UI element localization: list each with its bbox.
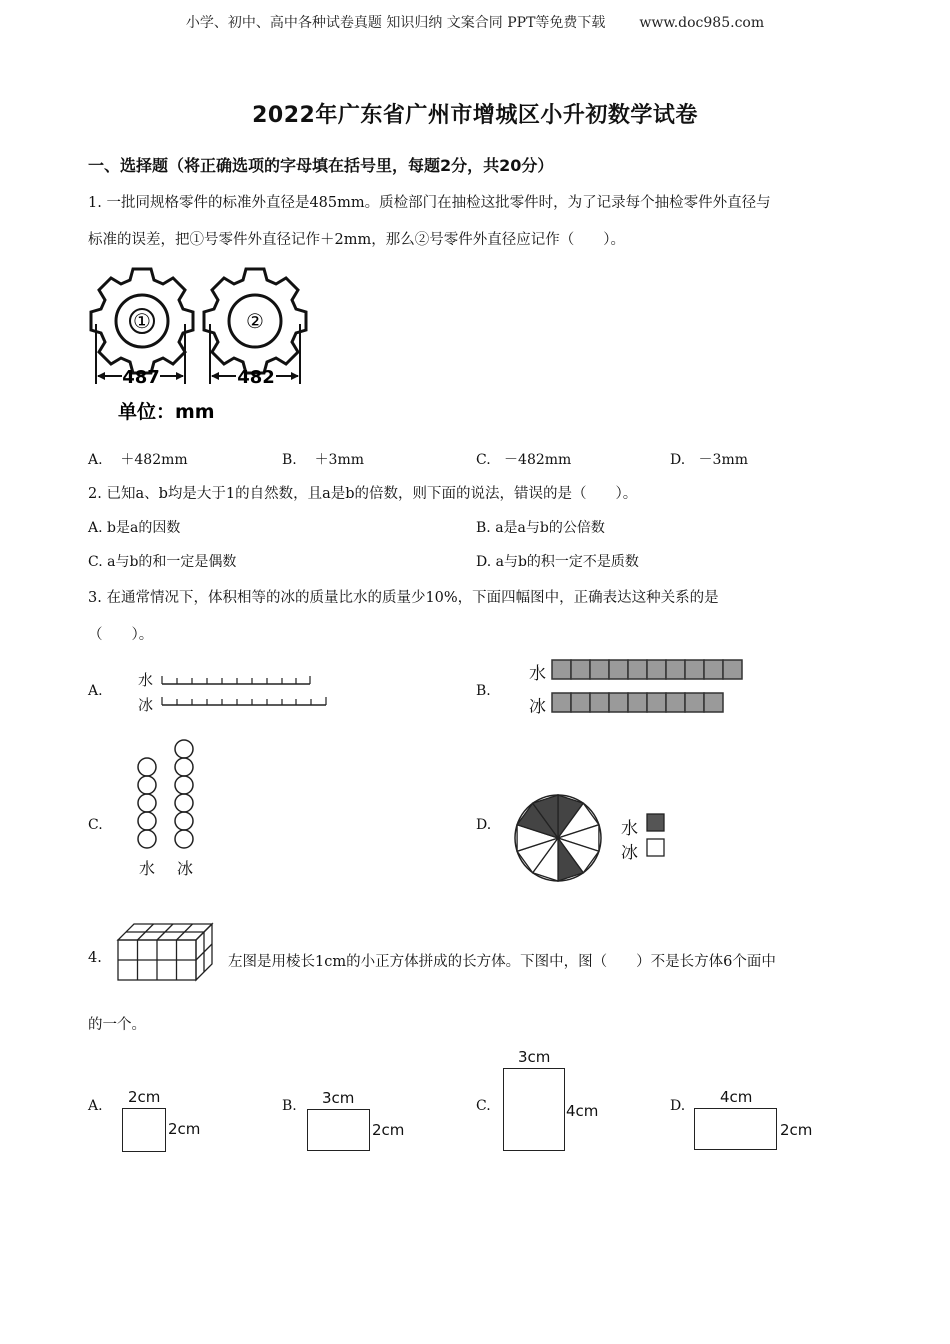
q4a-side-label: 2cm <box>168 1120 201 1138</box>
q3d-legend-swatches <box>645 812 667 860</box>
q4c-rectangle <box>503 1068 565 1151</box>
q3d-ice-label: 冰 <box>621 843 638 863</box>
q4d-rectangle <box>694 1108 777 1150</box>
q4-option-c[interactable]: C. <box>476 1098 491 1114</box>
q2-line1: 2. 已知a、b均是大于1的自然数，且a是b的倍数，则下面的说法，错误的是（ ）。 <box>88 486 638 502</box>
q3b-ice-label: 冰 <box>529 697 546 717</box>
q3-line2: （ ）。 <box>88 627 154 643</box>
q4b-rectangle <box>307 1109 370 1151</box>
q3c-ice-label: 冰 <box>177 859 194 878</box>
q1-line1: 1. 一批同规格零件的标准外直径是485mm。质检部门在抽检这批零件时，为了记录每个抽检零件外直径与 <box>88 195 771 211</box>
header-site[interactable]: www.doc985.com <box>639 15 765 31</box>
q3a-ice-label: 冰 <box>138 696 154 714</box>
q3b-water-label: 水 <box>529 664 546 684</box>
q4d-side-label: 2cm <box>780 1121 813 1139</box>
q1-option-c[interactable]: C. －482mm <box>476 452 572 468</box>
q1-gears-figure <box>88 262 318 432</box>
q3-option-c[interactable]: C. <box>88 817 103 833</box>
q1-option-d[interactable]: D. －3mm <box>670 452 749 468</box>
page-title: 2022年广东省广州市增城区小升初数学试卷 <box>252 103 698 128</box>
q4b-top-label: 3cm <box>322 1089 355 1107</box>
q2-option-d[interactable]: D. a与b的积一定不是质数 <box>476 554 639 570</box>
q4-line2: 的一个。 <box>88 1017 146 1033</box>
q3a-line-diagram <box>160 672 332 712</box>
q3b-bar-diagram <box>550 658 744 716</box>
q3d-pie-diagram <box>512 792 604 884</box>
gear-2-label: ② <box>246 309 264 333</box>
q4-line1: 左图是用棱长1cm的小正方体拼成的长方体。下图中，图（ ）不是长方体6个面中 <box>228 954 776 970</box>
page-header <box>0 12 950 32</box>
dim-482: 482 <box>237 367 275 388</box>
q3a-water-label: 水 <box>138 671 154 689</box>
q3-option-b[interactable]: B. <box>476 683 491 699</box>
q4d-top-label: 4cm <box>720 1088 753 1106</box>
q3-option-d[interactable]: D. <box>476 817 492 833</box>
q4-option-d[interactable]: D. <box>670 1098 686 1114</box>
q4c-top-label: 3cm <box>518 1048 551 1066</box>
q3d-water-label: 水 <box>621 819 638 839</box>
gear-1-label: ① <box>133 309 151 333</box>
q2-option-c[interactable]: C. a与b的和一定是偶数 <box>88 554 237 570</box>
q4a-top-label: 2cm <box>128 1088 161 1106</box>
q4b-side-label: 2cm <box>372 1121 405 1139</box>
q4-option-b[interactable]: B. <box>282 1098 297 1114</box>
q3c-circle-diagram <box>134 738 198 858</box>
gear-1-icon <box>91 269 193 373</box>
header-text: 小学、初中、高中各种试卷真题 知识归纳 文案合同 PPT等免费下载 <box>185 15 606 31</box>
q4a-square <box>122 1108 166 1152</box>
q3c-water-label: 水 <box>139 859 156 878</box>
q4-cuboid-figure <box>116 920 218 982</box>
q4-number: 4. <box>88 950 102 966</box>
section-heading: 一、选择题（将正确选项的字母填在括号里，每题2分，共20分） <box>88 156 554 175</box>
unit-label: 单位：mm <box>118 401 215 423</box>
q3-line1: 3. 在通常情况下，体积相等的冰的质量比水的质量少10%，下面四幅图中，正确表达这种关系的是 <box>88 590 719 606</box>
q4c-side-label: 4cm <box>566 1102 599 1120</box>
q1-option-a[interactable]: A. ＋482mm <box>88 452 188 468</box>
q1-option-b[interactable]: B. ＋3mm <box>282 452 365 468</box>
q2-option-a[interactable]: A. b是a的因数 <box>88 520 181 536</box>
gear-2-icon <box>204 269 306 373</box>
q3-option-a[interactable]: A. <box>88 683 103 699</box>
q1-line2: 标准的误差，把①号零件外直径记作＋2mm，那么②号零件外直径应记作（ ）。 <box>88 232 625 248</box>
q2-option-b[interactable]: B. a是a与b的公倍数 <box>476 520 605 536</box>
q4-option-a[interactable]: A. <box>88 1098 103 1114</box>
dim-487: 487 <box>122 367 160 388</box>
